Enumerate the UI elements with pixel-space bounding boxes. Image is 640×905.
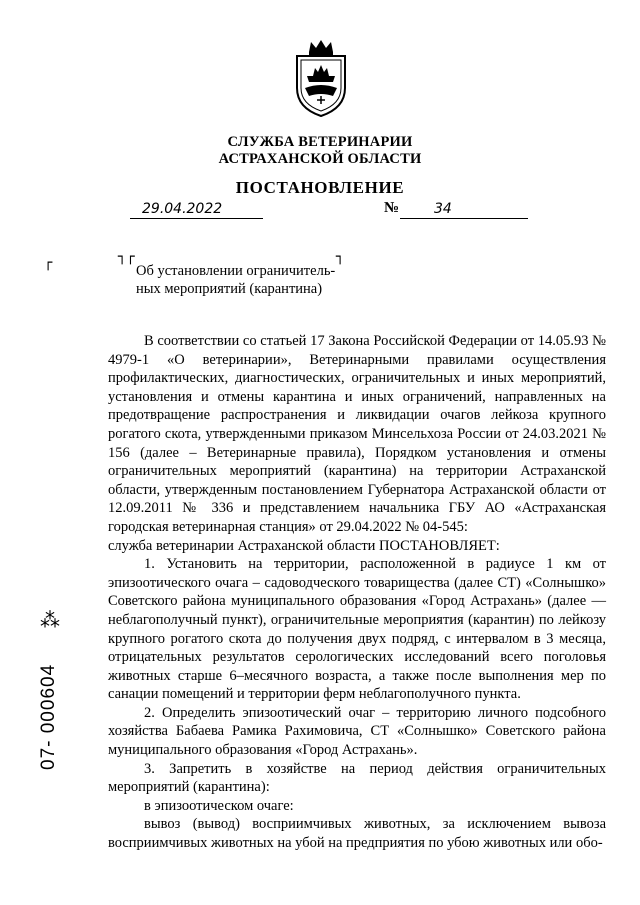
subject-line: Об установлении ограничитель- (136, 263, 336, 279)
coat-of-arms-emblem (293, 38, 349, 118)
number-label: № (384, 200, 400, 216)
number-field (400, 200, 528, 219)
paragraph-item-3-text: вывоз (вывод) восприимчивых животных, за исключением вывоза восприимчивых животных на убой на предприятия по убою животных или обо- (108, 816, 606, 852)
document-title: ПОСТАНОВЛЕНИЕ (235, 178, 405, 197)
paragraph-resolves: служба ветеринарии Астраханской области ПОСТАНОВЛЯЕТ: (108, 537, 500, 554)
org-name-line1: СЛУЖБА ВЕТЕРИНАРИИ (227, 134, 413, 150)
paragraph-preamble: В соответствии со статьей 17 Закона Российской Федерации от 14.05.93 № 4979-1 «О ветеринарии», Ветеринарными правилами осуществления профилактических, диагностических, ограничительных и иных мероприятий, установления и отмены карантина и иных ограничений, направленных на предотвращение распространения и ликвидации очагов лейкоза крупного рогатого скота, утвержденными приказом Минсельхоза России от 24.03.2021 № 156 (далее – Ветеринарные правила), Порядком установления и отмены ограничительных мероприятий (карантина) на территории Астраханской области, утвержденным постановлением Губернатора Астраханской области от 12.09.2011 № 336 и представлением начальника ГБУ АО «Астраханская городская ветеринарная станция» от 29.04.2022 № 04-545: (108, 333, 606, 535)
paragraph-item-2: 2. Определить эпизоотический очаг – территорию личного подсобного хозяйства Бабаева Рамика Рахимовича, СТ «Солнышко» Советского района муниципального образования «Город Астрахань». (108, 704, 606, 759)
paragraph-item-3: 3. Запретить в хозяйстве на период действия ограничительных мероприятий (карантина): (108, 760, 606, 796)
date-value: 29.04.2022 (142, 201, 223, 217)
number-value: 34 (434, 201, 452, 217)
paragraph-subheading: в эпизоотическом очаге: (144, 797, 294, 814)
margin-corner-bracket: ┌ (44, 255, 53, 271)
subject-open-bracket: ┐┌ (118, 249, 135, 265)
org-name-line2: АСТРАХАНСКОЙ ОБЛАСТИ (218, 151, 422, 167)
paragraph-item-1: 1. Установить на территории, расположенной в радиусе 1 км от эпизоотического очага – садоводческого товарищества (далее СТ) «Солнышко» Советского района муниципального образования «Город Астрахань» (далее — неблагополучный пункт), ограничительные мероприятия (карантин) по лейкозу крупного рогатого скота до получения двух подряд, с интервалом в 3 месяца, отрицательных результатов серологических исследований всего поголовья животных старше 6–месячного возраста, а также после выполнения мер по санации помещений и территории ферм неблагополучного пункта. (108, 556, 606, 703)
document-body (108, 332, 606, 853)
asterism-mark: ⁂ (40, 608, 60, 632)
subject-close-bracket: ┐ (336, 249, 345, 265)
subject-block (136, 262, 366, 298)
subject-line: ных мероприятий (карантина) (136, 281, 323, 297)
registration-stamp-number: 07- 000604 (38, 663, 59, 770)
date-field (130, 200, 263, 219)
